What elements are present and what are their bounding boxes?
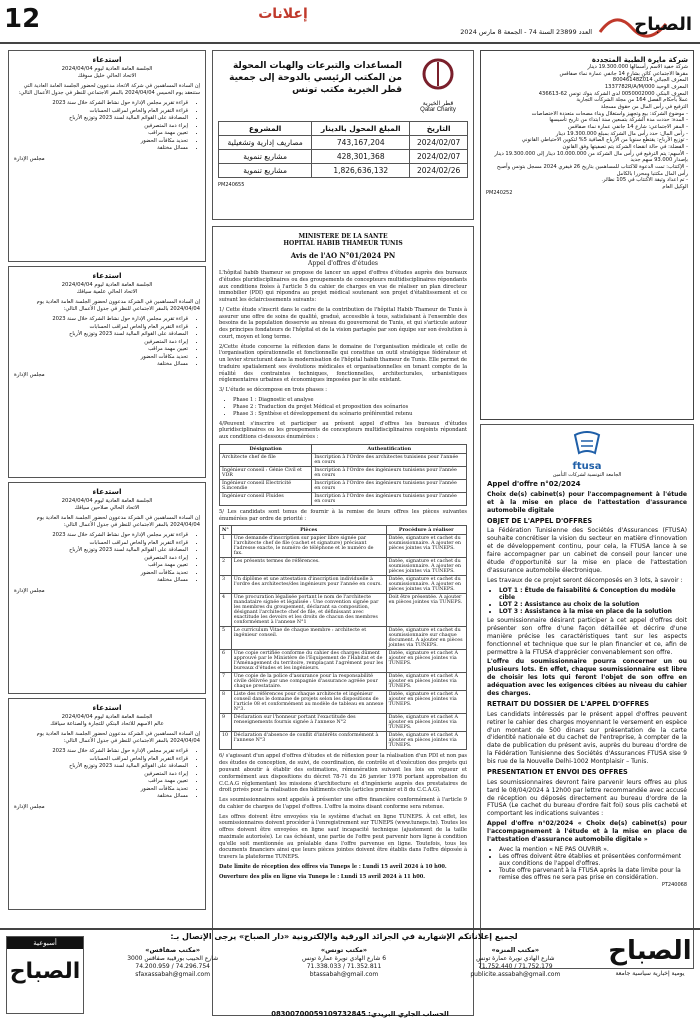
phase-item: • Phase 3 : Synthèse et développement du scénario préférentiel retenu [233, 411, 467, 418]
notice-subtitle: الاتحاد الحالي خليل سوفك [77, 73, 137, 80]
pieces-cell: Datée, signature et cachet du soumissionnaire sur chaque document. A ajouter en pièces jointes via TUNEPS. [386, 627, 466, 650]
clinic-line: - توزيع الأرباح: يقتطع سنويا من الأرباح الصافية 5% لتكوين الاحتياطي القانوني [521, 137, 688, 144]
ftusa-h3: PRESENTATION ET ENVOI DES OFFRES [487, 768, 628, 777]
ftusa-p1: La Fédération Tunisienne des Sociétés d'Assurances (FTUSA) souhaite concrétiser la vision du secteur en matière d'innovation et de développement continu, pour cela, la FTUSA lance à se faire accompagner par un cabinet de conseil pour lancer une étude d'opportunité sur la mise en place de l'attestation d'assurance automobile électronique. [487, 527, 687, 575]
clinic-line: - رأس المال: حدد رأس مال الشركة بمبلغ 19.300.000 دينار [555, 130, 688, 137]
notice-body: إن السادة المساهمين في الشركة مدعوون لحضور الجلسة العامة العادية يوم 2024/04/04 بالمقر الاجتماعي للنظر في جدول الأعمال التالي: [36, 515, 200, 529]
pieces-row [220, 558, 467, 576]
health-p4: 3/ L'étude se décompose en trois phases : [219, 387, 327, 394]
deadline-1: Date limite de réception des offres via Tuneps le : Lundi 15 avril 2024 à 10 h00. [219, 863, 447, 870]
pieces-cell: Doit être présentée. A ajouter en pièces jointes via TUNEPS. [386, 594, 466, 627]
pieces-row [220, 673, 467, 691]
agenda-item: • قراءة التقرير العام والخاص لمراقب الحسابات [14, 756, 188, 764]
avis-title: Avis de l'AO N°01/2024 PN [290, 251, 396, 260]
footer-banner: لجميع إعلاناتكم الإشهارية في الجرائد الورقية والإلكترونية «دار الصباح» يرجى الإتصال بـ: [170, 932, 518, 941]
pieces-table [219, 525, 467, 750]
qatar-cell: 2024/02/07 [410, 150, 468, 164]
pieces-cell: Datée, signature et cachet A ajouter en pièces jointes via TUNEPS. [386, 650, 466, 673]
qatar-charity-notice [212, 50, 474, 220]
notice-footer: مجلس الإدارة [14, 803, 45, 810]
pieces-cell: Datée, signature et cachet A ajouter en pièces jointes via TUNEPS. [386, 714, 466, 732]
qatar-cell: مشاريع تنموية [219, 164, 312, 178]
agenda-item: • تحديد مكافآت الحضور [14, 354, 188, 362]
agenda-item: • تحديد مكافآت الحضور [14, 138, 188, 146]
footer-account: 08300700059109732845 :الحساب الجاري البريدي [271, 1010, 449, 1018]
qatar-cell: 2024/02/07 [410, 136, 468, 150]
ftusa-tender-notice [480, 424, 694, 969]
ftusa-bullet: • Les offres doivent être établies et présentées conformément aux conditions de l'appel d'offres. [499, 853, 687, 867]
footer-contact-3 [90, 946, 255, 1006]
designation-col-header: Désignation [220, 444, 312, 453]
clinic-line: - تم اعداد وثيقة الاكتتاب في 105 نظائر. [601, 177, 688, 184]
pieces-col-header: Procédure à réaliser [386, 526, 466, 535]
daily-logo: الصباح يومية إخبارية سياسية جامعة [608, 936, 692, 977]
ftusa-bullet: • Avec la mention « NE PAS OUVRIR ». [499, 846, 687, 853]
agenda-item: • إبراء ذمة المتصرفين [14, 771, 188, 779]
phases-list [233, 397, 467, 418]
notice-title: استدعاء [92, 487, 122, 496]
pieces-row [220, 650, 467, 673]
notice-subtitle: الجلسة العامة العادية ليوم 2024/04/04 [61, 282, 153, 288]
clinic-lines [486, 64, 688, 190]
deadline-2: Ouverture des plis en ligne via Tuneps le : Lundi 15 avril 2024 à 11 h00. [219, 873, 426, 880]
weekly-logo: أسبوعية الصباح [6, 936, 84, 1014]
designation-row [220, 479, 467, 492]
agenda-item: • مسائل مختلفة [14, 577, 188, 585]
issue-line: العدد 23899 السنة 74 - الجمعة 8 مارس 2024 [460, 28, 592, 36]
notice-body: إن السادة المساهمين في الشركة مدعوون لحضور الجلسة العامة العادية يوم 2024/04/04 بالمقر الاجتماعي للنظر في جدول الأعمال التالي: [36, 731, 200, 745]
pieces-cell: 4 [220, 594, 232, 627]
pieces-cell: Déclaration d'absence de conflit d'intérêts conformément à l'annexe N°3 [231, 732, 386, 750]
qatar-table [218, 121, 468, 178]
pieces-cell: 5 [220, 627, 232, 650]
avis-object: Appel d'offres d'études [308, 260, 378, 267]
notice-subtitle: الاتحاد الحالي صلاحين سيافك [74, 505, 140, 512]
ftusa-ref: PT240068 [661, 882, 687, 889]
hospital-tender-notice [212, 226, 474, 1016]
pieces-cell: Une copie de la police d'assurance pour la responsabilité civile délivrée par une compagnie d'assurance agréée pour chaque prestataire. [231, 673, 386, 691]
qatar-logo-icon [416, 56, 460, 96]
pieces-cell: Liste des références pour chaque architecte et ingénieur conseil dans le domaine de projets selon les dispositions de l'article 08 et conformément au modèle de tableau en annexe N°3. [231, 691, 386, 714]
qatar-cell: 743,167,204 [312, 136, 410, 150]
agenda-item: • مسائل مختلفة [14, 793, 188, 801]
pieces-row [220, 691, 467, 714]
agenda-item: • قراءة تقرير مجلس الإدارة حول نشاط الشركة خلال سنة 2023 [14, 532, 188, 540]
notice-subtitle: الجلسة العامة العادية ليوم 2024/04/04 [61, 66, 153, 72]
notice-agenda [14, 316, 200, 369]
clinic-line: المعرف الوحيد 1337782R/A/M/000 [604, 83, 688, 90]
clinic-company: شركة مايرة الطبية المتجددة [591, 56, 688, 64]
designation-table [219, 444, 467, 506]
designation-cell: Inscription à l'Ordre des architectes tunisiens pour l'année en cours [312, 453, 467, 466]
pieces-col-header: N° [220, 526, 232, 535]
qatar-row [219, 164, 468, 178]
qatar-col-header: التاريخ [410, 122, 468, 136]
ftusa-bullet: • Toute offre parvenant à la FTUSA après la date limite pour la remise des offres ne sera pas prise en considération. [499, 867, 687, 881]
footer-phone: 71.752.179 / 71.752.440 [478, 962, 553, 970]
ftusa-h1: OBJET DE L'APPEL D'OFFRES [487, 516, 593, 525]
ftusa-title: Appel d'offre n°02/2024 [487, 480, 581, 488]
ftusa-p7: Appel d'offre n°02/2024 « Choix de(s) cabinet(s) pour l'accompagnement à l'étude et à la mise en place de l'attestation d'assurance automobile digitale » [487, 820, 687, 844]
pieces-col-header: Pièces [231, 526, 386, 535]
pieces-cell: Datée, signature et cachet du soumissionnaire. A ajouter en pièces jointes via TUNEPS. [386, 576, 466, 594]
pieces-cell: 9 [220, 714, 232, 732]
qatar-row [219, 150, 468, 164]
agenda-item: • إبراء ذمة المتصرفين [14, 123, 188, 131]
ftusa-p5: Les candidats intéressés par le présent appel d'offres peuvent retirer le cahier des charges moyennant le versement en espèce d'un montant de 500 dinars sur présentation de la carte d'identité nationale et du cachet de l'entreprise, à compter de la date de publication du présent avis, auprès du bureau d'ordre de la Fédération Tunisienne des Sociétés d'Assurances FTUSA sise 9 bis rue de la Nouvelle Delhi-1002 Montplaisir – Tunis. [487, 710, 687, 766]
notice-footer: مجلس الإدارة [14, 155, 45, 162]
clinic-line: - موضوع الشركة: بيع وتجهيز واستغلال وبناء مصحات متعددة الاختصاصات [531, 110, 688, 117]
footer-office: «مكتب صفاقس» [145, 946, 201, 954]
agenda-item: • إبراء ذمة المتصرفين [14, 339, 188, 347]
agenda-item: • قراءة التقرير العام والخاص لمراقب الحسابات [14, 108, 188, 116]
ftusa-p2: Les travaux de ce projet seront décomposés en 3 lots, à savoir : [487, 576, 683, 584]
agenda-item: • مسائل مختلفة [14, 145, 188, 153]
qatar-cell: 428,301,368 [312, 150, 410, 164]
notice-subtitle: عالم الاسهم للاتحاد البنكي للتجارة والصناعة سيافك [50, 721, 164, 728]
footer-contact-1 [433, 946, 598, 1006]
agenda-item: • المصادقة على القوائم المالية لسنة 2023 وتوزيع الأرباح [14, 547, 188, 555]
notice-title: استدعاء [92, 271, 122, 280]
lot-item: • LOT 3 : Assistance à la mise en place de la solution [499, 608, 687, 615]
ministry: MINISTERE DE LA SANTE [298, 233, 388, 240]
agenda-item: • المصادقة على القوائم المالية لسنة 2023 وتوزيع الأرباح [14, 115, 188, 123]
middle-column [212, 50, 474, 1016]
pieces-cell: Une copie certifiée conforme du cahier des charges dûment approuvé par le Ministère de l'Equipement de l'Habitat et de l'Aménagement du territoire, remplaçant l'agrément pour les bureaux d'études et les ingénieurs. [231, 650, 386, 673]
notice-subtitle: الجلسة العامة العادية ليوم 2024/04/04 [61, 714, 153, 720]
notice-subtitle: الجلسة العامة العادية ليوم 2024/04/04 [61, 498, 153, 504]
hospital-name: HOPITAL HABIB THAMEUR TUNIS [283, 240, 403, 247]
health-p5: 4/Peuvent s'inscrire et participer au présent appel d'offres les bureaux d'études pluridisciplinaires ou les groupements de concepteurs multidisciplinaires conjoints répondant aux conditions ci-dessous énumérées : [219, 420, 467, 441]
designation-row [220, 453, 467, 466]
pieces-row [220, 627, 467, 650]
health-p2: 1/ Cette étude s'inscrit dans le cadre de la contribution de l'hôpital Habib Thameur de Tunis à assurer une offre de soins de qualité, gradué, accessible à tous, satisfaisant à l'ensemble des besoins de la population desservie au niveau du gouvernorat de Tunis, et qui s'articule autour des principes fondateurs de l'hôpital et de la vision partagée par son équipe sur son évolution à court, moyen et long terme. [219, 306, 467, 340]
footer-address: 6 شارع الهادي نويرة عمارة تونس [301, 954, 387, 962]
footer-address: شارع الهادي نويرة عمارة تونس [476, 954, 555, 962]
notice-body: إن السادة المساهمين في شركة الاتحاد مدعوون لحضور الجلسة العامة العادية التي ستنعقد يوم الخميس 2024/04/04 بالمقر الاجتماعي للنظر في جدول الأعمال التالي: [18, 83, 200, 97]
notice-footer: مجلس الإدارة [14, 371, 45, 378]
footer-office: «مكتب تونس» [320, 946, 368, 954]
footer-contact-2 [261, 946, 426, 1006]
designation-row [220, 492, 467, 505]
designation-col-header: Authentification [312, 444, 467, 453]
pieces-cell: Déclaration sur l'honneur portant l'exactitude des renseignements fournis signée à l'annexe N°2 [231, 714, 386, 732]
header-rule [0, 42, 700, 44]
agenda-item: • تحديد مكافآت الحضور [14, 786, 188, 794]
designation-cell: Ingénieur conseil Electricité S.incendie [220, 479, 312, 492]
clinic-line: - الإكتتاب: تمت الدعوة للاكتتاب للمساهمين بتاريخ 26 فيفري 2024 مسجل بتونس وأصبح رأس المال مكتتبا ومحررا بالكامل [496, 163, 688, 177]
agenda-item: • تعيين مهمة مراقب [14, 562, 188, 570]
qatar-ref: PM240655 [218, 182, 245, 188]
lot-item: • LOT 1 : Étude de faisabilité & Conception du modèle cible [499, 587, 687, 601]
qatar-col-header: المشروع [219, 122, 312, 136]
clinic-line: مقرها الاجتماعي كائن بشارع 14 جانفي عمارة نماء صفاقس [559, 70, 688, 77]
pieces-cell: 3 [220, 576, 232, 594]
footer-email: publicite.assabah@gmail.com [470, 970, 561, 978]
health-p3: 2/Cette étude concerne la réflexion dans le domaine de l'organisation médicale et celle de l'organisation opérationnelle et fonctionnelle qui constitue un outil stratégique fédérateur et un levier structurant dans la modernisation de l'hôpital habib thameur de Tunis. Elle permet de traduire spatialement ses évolutions médicales et organisationnelles en tenant compte de la réalité des contraintes techniques, fonctionnelles, architecturales, urbanistiques réglementaires urbaines et économiques imposées par le site existant. [219, 343, 467, 384]
ftusa-p3: Le soumissionnaire désirant participer à cet appel d'offres doit présenter son offre d'une façon détaillée et décrire d'une manière précise les caractéristiques tant sur les aspects fonctionnel et technique que sur le plan financier et ce, afin de permettre à la FTUSA d'apprécier convenablement son offre. [487, 616, 687, 656]
clinic-capital-notice [480, 50, 694, 420]
page-number: 12 [4, 4, 41, 34]
ftusa-h2: RETRAIT DU DOSSIER DE L'APPEL D'OFFRES [487, 700, 649, 709]
notice-agenda [14, 748, 200, 801]
qatar-cell: 1,826,636,132 [312, 164, 410, 178]
notice-body: إن السادة المساهمين في الشركة مدعوون لحضور الجلسة العامة العادية يوم 2024/04/04 بالمقر الاجتماعي للنظر في جدول الأعمال التالي: [36, 299, 200, 313]
pieces-row [220, 732, 467, 750]
phase-item: • Phase 2 : Traduction du projet Médical et proposition des scénarios [233, 404, 467, 411]
clinic-line: المعرف البنكي 0050002000 لدى الشركة بنوك تونس 62-436613 [538, 90, 688, 97]
agenda-item: • تعيين مهمة مراقب [14, 778, 188, 786]
clinic-line: عملاً بأحكام الفصل 164 من مجلة الشركات التجارية [576, 97, 688, 104]
agenda-item: • مسائل مختلفة [14, 361, 188, 369]
clinic-line: - الفضلة: في حالة انقضاء الشركة يتم تصفيتها وفق القانون [562, 143, 688, 150]
pieces-row [220, 714, 467, 732]
notice-agenda [14, 532, 200, 585]
agenda-item: • إبراء ذمة المتصرفين [14, 555, 188, 563]
agenda-item: • قراءة التقرير العام والخاص لمراقب الحسابات [14, 540, 188, 548]
footer-phone: 74.296.754 / 74.200.959 [135, 962, 210, 970]
right-column [480, 50, 694, 969]
qatar-logo: قطر الخيرية Qatar Charity [408, 56, 468, 113]
notice-3 [8, 482, 206, 694]
pieces-row [220, 576, 467, 594]
footer-contacts [90, 946, 598, 1006]
designation-row [220, 466, 467, 479]
health-p7: 6/ s'agissant d'un appel d'offres d'études et de réflexion pour la réalisation d'un PDI et non pas des études de conception, de suivi, de coordination, de contrôle et d'exécution des projets qui pouvant aboutir à établir des estimations, rémunération suivant les lois en vigueur et conformément aux dispositions du décret 78-71 du 26 janvier 1978 portant approbation du C.C.A.G réglementant les missions d'architecture et d'ingénierie auprès des prestataires de droit privés pour la réalisation des bâtiments civils (articles premier et 8 du C.C.A.G). [219, 753, 467, 794]
agenda-item: • تعيين مهمة مراقب [14, 346, 188, 354]
pieces-cell: Datée, signature et cachet du soumissionnaire. A ajouter en pièces jointes via TUNEPS. [386, 535, 466, 558]
footer-office: «مكتب المنزه» [491, 946, 540, 954]
pieces-cell: 2 [220, 558, 232, 576]
pieces-cell: Datée, signature et cachet A ajouter en pièces jointes via TUNEPS. [386, 673, 466, 691]
pieces-cell: Un diplôme et une attestation d'inscription individuelle à l'ordre des architectes/des ingénieurs pour l'année en cours. [231, 576, 386, 594]
pieces-cell: Datée, signature et cachet A ajouter en pièces jointes via TUNEPS. [386, 691, 466, 714]
pieces-cell: Les présents termes de références. [231, 558, 386, 576]
health-p1: L'hôpital habib thameur se propose de lancer un appel d'offres d'études auprès des bureaux d'études pluridisciplinaires ou des groupements de concepteurs multidisciplinaires répondants aux conditions fixées à l'article 5 du cahier de charges en vue de réaliser un plan directeur immobilier (PDI) qui répondra au projet médical soutenant son projet d'établissement et ce suivant les éclaircissements suivants: [219, 270, 467, 304]
designation-cell: Ingénieur conseil Fluides [220, 492, 312, 505]
clinic-line: الترفيع في رأس المال من حقوق مسجلة [600, 103, 688, 110]
pieces-cell: Une procuration légalisée portant le nom de l'architecte mandataire signée et légalisée : Une convention signée par les membres du groupement, déclarant sa composition, désignant l'architecte chef de file, et définissant avec exactitude les devoirs et les droits de chacun des membres conformément à l'annexe N°1 [231, 594, 386, 627]
pieces-cell: Datée, signature et cachet du soumissionnaire. A ajouter en pièces jointes via TUNEPS. [386, 558, 466, 576]
health-p9: Les offres doivent être envoyées via le système d'achat en ligne TUNEPS. À cet effet, les soumissionnaires doivent procéder à l'enregistrement sur TUNEPS (www.tuneps.tn). Toutes les offres doivent être envoyées en ligne sauf incapacité technique (ajustement de la taille maximale autorisée). Le cas échéant, une partie de l'offre peut parvenir hors ligne à condition qu'elle soit mentionnée au préalable dans l'offre parvenue en ligne. Toutefois, tous les documents financiers ainsi que leurs pièces jointes doivent être établis dans l'offre déposée à travers la plateforme TUNEPS. [219, 813, 467, 861]
footer-email: btassabah@gmail.com [309, 970, 379, 978]
agenda-item: • قراءة تقرير مجلس الإدارة حول نشاط الشركة خلال سنة 2023 [14, 748, 188, 756]
agenda-item: • تعيين مهمة مراقب [14, 130, 188, 138]
agenda-item: • المصادقة على القوائم المالية لسنة 2023 وتوزيع الأرباح [14, 763, 188, 771]
qatar-title: المساعدات والتبرعات والهبات المحولة من المكتب الرئيسي بالدوحة إلى جمعية قطر الخيرية مكتب تونس [229, 61, 402, 96]
agenda-item: • المصادقة على القوائم المالية لسنة 2023 وتوزيع الأرباح [14, 331, 188, 339]
pieces-cell: 6 [220, 650, 232, 673]
clinic-line: شركة خفية الاسم رأسمالها 19.300.000 دينار [587, 64, 688, 70]
ftusa-subtitle: Choix de(s) cabinet(s) pour l'accompagnement à l'étude et à la mise en place de l'attestation d'assurance automobile digitale [487, 491, 687, 514]
notice-agenda [14, 100, 200, 153]
footer-phone: 71.352.811 / 71.338.033 [306, 962, 382, 970]
pieces-row [220, 535, 467, 558]
lots-list [499, 587, 687, 615]
notice-subtitle: الاتحاد الحالي علمية سيافك [76, 289, 138, 296]
ftusa-logo: ftusa الجامعة التونسية لشركات التأمين [487, 431, 687, 478]
brand-text: الصباح [634, 14, 692, 35]
ftusa-p4: L'offre du soumissionnaire pourra concerner un ou plusieurs lots. En effet, chaque soumissionnaire est libre de choisir les lots qui feront l'objet de son offre en adéquation avec les exigences citées au niveau du cahier des charges. [487, 658, 687, 698]
clinic-ref: PM240252 [486, 190, 513, 197]
agenda-item: • تحديد مكافآت الحضور [14, 570, 188, 578]
pieces-cell: Datée, signature et cachet A ajouter en pièces jointes via TUNEPS. [386, 732, 466, 750]
clinic-line: المعرف الجبائي 80046148Z014 [612, 77, 688, 84]
notices-column [8, 50, 206, 914]
agenda-item: • قراءة التقرير العام والخاص لمراقب الحسابات [14, 324, 188, 332]
pieces-cell: 7 [220, 673, 232, 691]
footer-email: sfaxassabah@gmail.com [135, 970, 211, 978]
notice-4 [8, 698, 206, 910]
pieces-cell: 8 [220, 691, 232, 714]
clinic-line: - المقر الاجتماعي: شارع 14 جانفي عمارة نماء صفاقس [568, 123, 688, 130]
notice-2 [8, 266, 206, 478]
pieces-cell: 10 [220, 732, 232, 750]
designation-cell: Ingénieur conseil : Génie Civil et VDR [220, 466, 312, 479]
qatar-row [219, 136, 468, 150]
health-p8: Les soumissionnaires sont appelés à présenter une offre financière conformément à l'article 9 du cahier de charges de l'appel d'offres. L'offre la moins disant conforme sera retenue. [219, 797, 467, 810]
agenda-item: • قراءة تقرير مجلس الإدارة حول نشاط الشركة خلال سنة 2023 [14, 100, 188, 108]
phase-item: • Phase 1 : Diagnostic et analyse [233, 397, 467, 404]
lot-item: • LOT 2 : Assistance au choix de la solution [499, 601, 687, 608]
ftusa-logo-icon [567, 431, 607, 457]
clinic-line: الوكيل العام [662, 183, 688, 190]
designation-cell: Inscription à l'Ordre des ingénieurs tunisiens pour l'année en cours [312, 479, 467, 492]
qatar-cell: مصاريف إدارية وتشغيلية [219, 136, 312, 150]
designation-cell: Inscription à l'Ordre des ingénieurs tunisiens pour l'année en cours [312, 466, 467, 479]
designation-cell: Architecte chef de file [220, 453, 312, 466]
notice-title: استدعاء [92, 55, 122, 64]
ftusa-p6: Les soumissionnaires devront faire parvenir leurs offres au plus tard le 08/04/2024 à 12h00 par lettre recommandée avec accusé de réception ou déposés directement au bureau d'ordre de la FTUSA (Le cachet du bureau d'ordre fait foi) sous plis cacheté et comportant les indications suivantes : [487, 778, 687, 818]
notice-1 [8, 50, 206, 262]
clinic-line: - المدة: حددت مدة الشركة بتسعين سنة ابتداء من تاريخ تأسيسها [549, 117, 688, 124]
agenda-item: • قراءة تقرير مجلس الإدارة حول نشاط الشركة خلال سنة 2023 [14, 316, 188, 324]
pieces-cell: Le curriculum Vitae de chaque membre : architecte et ingénieur conseil. [231, 627, 386, 650]
qatar-col-header: المبلغ المحول بالدينار [312, 122, 410, 136]
brand-logo [596, 2, 696, 42]
footer-address: شارع الحبيب بورقيبة صفاقس 3000 [127, 954, 219, 962]
notice-footer: مجلس الإدارة [14, 587, 45, 594]
designation-cell: Inscription à l'Ordre des ingénieurs tunisiens pour l'année en cours [312, 492, 467, 505]
pieces-cell: 1 [220, 535, 232, 558]
pieces-row [220, 594, 467, 627]
qatar-cell: مشاريع تنموية [219, 150, 312, 164]
section-title: إعلانات [258, 6, 308, 22]
pieces-cell: Une demande d'inscription sur papier libre signée par l'architecte chef de file (cachet et signature) précisant l'adresse exacte, le numéro de téléphone et le numéro de fax. [231, 535, 386, 558]
qatar-cell: 2024/02/26 [410, 164, 468, 178]
ftusa-bullets [499, 846, 687, 881]
notice-title: استدعاء [92, 703, 122, 712]
health-p6: 5/ Les candidats sont tenus de fournir à la remise de leurs offres les pièces suivantes énumérées par ordre de priorité : [219, 508, 467, 522]
clinic-line: - الأسهم: يتم الترفيع في رأس مال الشركة من 10.000.000 دينار إلى 19.300.000 دينار بإصدار 93.000 سهم جديد [494, 150, 688, 164]
